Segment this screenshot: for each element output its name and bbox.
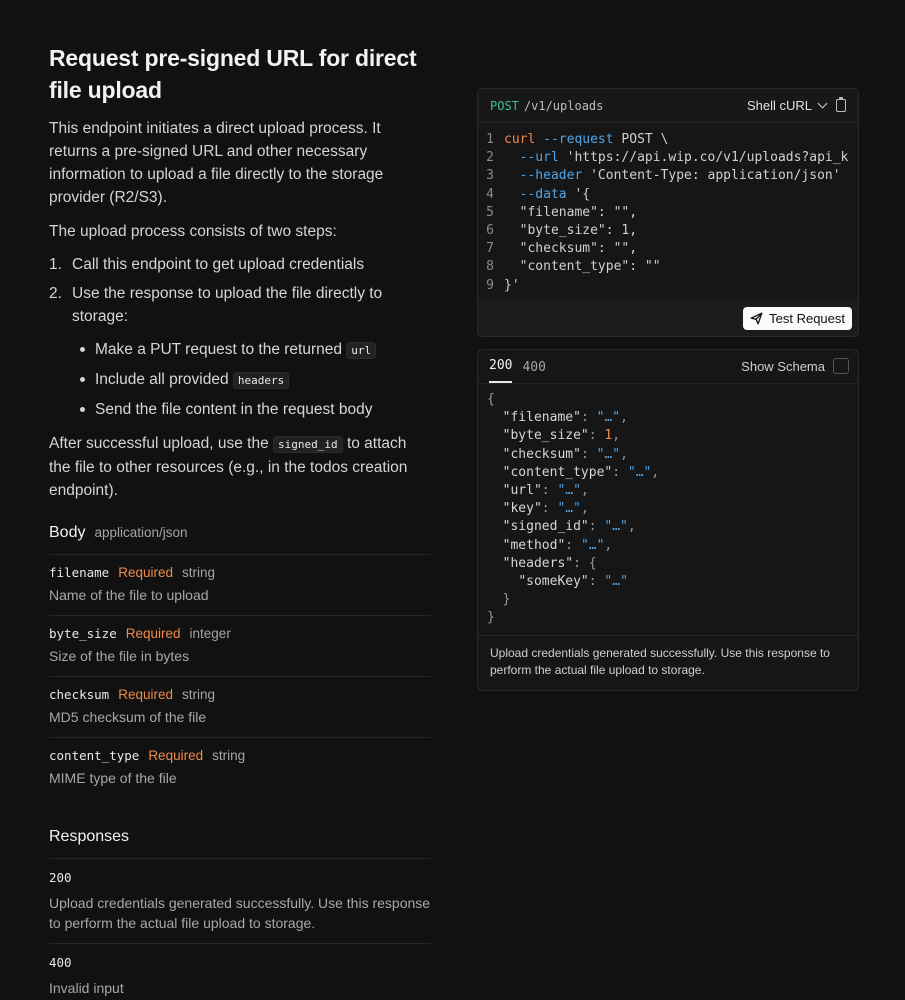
line-number: 2 bbox=[486, 150, 494, 166]
line-number: 3 bbox=[486, 168, 494, 184]
code-line: 3 --header 'Content-Type: application/json' bbox=[478, 167, 858, 185]
json-line: "method" : "…" , bbox=[502, 537, 613, 553]
required-badge: Required bbox=[125, 626, 181, 641]
required-badge: Required bbox=[118, 565, 174, 580]
field-type: string bbox=[182, 565, 216, 580]
bullet bbox=[80, 377, 85, 382]
test-request-label: Test Request bbox=[769, 310, 845, 326]
required-badge: Required bbox=[148, 748, 204, 763]
steps-intro: The upload process consists of two steps: bbox=[49, 223, 337, 240]
json-line: "url" : "…" , bbox=[502, 483, 589, 499]
chevron-down-icon bbox=[818, 99, 828, 109]
code-line: 7 "checksum": "", bbox=[478, 240, 858, 258]
code-line: 6 "byte_size": 1, bbox=[478, 222, 858, 240]
line-number: 7 bbox=[486, 241, 494, 257]
field-description: Name of the file to upload bbox=[49, 587, 209, 603]
request-example-panel bbox=[477, 88, 859, 337]
response-row bbox=[49, 858, 431, 943]
response-example-panel bbox=[477, 349, 859, 691]
response-tabs bbox=[478, 350, 858, 384]
step-number: 1. bbox=[49, 256, 62, 273]
field-type: string bbox=[212, 748, 246, 763]
step-text: Call this endpoint to get upload credentials bbox=[72, 256, 365, 273]
response-code: 200 bbox=[49, 870, 72, 885]
after-upload-text bbox=[49, 432, 431, 502]
field-type: string bbox=[182, 687, 216, 702]
step-number: 2. bbox=[49, 285, 62, 302]
response-note: Upload credentials generated successfully. Use this response to perform the actual file upload to storage. bbox=[478, 635, 858, 690]
steps-list bbox=[49, 253, 431, 421]
field-description: Size of the file in bytes bbox=[49, 648, 190, 664]
field-description: MIME type of the file bbox=[49, 770, 177, 786]
line-number: 6 bbox=[486, 223, 494, 239]
test-request-button[interactable] bbox=[743, 307, 852, 330]
field-name: content_type bbox=[49, 748, 140, 763]
bullet bbox=[80, 407, 85, 412]
response-row bbox=[49, 943, 431, 1000]
list-item bbox=[72, 338, 431, 362]
response-description: Invalid input bbox=[49, 980, 124, 996]
inline-code: headers bbox=[233, 372, 289, 389]
code-line: 4 --data '{ bbox=[478, 186, 858, 204]
code-line: 5 "filename": "", bbox=[478, 204, 858, 222]
code-line: 1 curl --request POST \ bbox=[478, 131, 858, 149]
language-selector[interactable] bbox=[747, 98, 826, 113]
json-line: "filename" : "…" , bbox=[502, 410, 628, 426]
json-line: "content_type" : "…" , bbox=[502, 464, 660, 480]
field-row bbox=[49, 737, 431, 798]
inline-code: url bbox=[346, 342, 376, 359]
response-code: 400 bbox=[49, 955, 72, 970]
substep-text: Include all provided bbox=[95, 371, 233, 388]
after-suffix: to attach the file to other resources (e.g., in the todos creation endpoint). bbox=[49, 435, 408, 499]
field-row bbox=[49, 615, 431, 676]
response-json bbox=[478, 384, 858, 636]
substep-text: Make a PUT request to the returned bbox=[95, 341, 347, 358]
tab-400[interactable]: 400 bbox=[522, 360, 546, 375]
field-description: MD5 checksum of the file bbox=[49, 709, 207, 725]
substep-text: Send the file content in the request body bbox=[95, 401, 373, 418]
list-item bbox=[49, 282, 431, 421]
send-icon bbox=[750, 312, 763, 325]
body-label: Body bbox=[49, 524, 86, 541]
json-line: "checksum" : "…" , bbox=[502, 446, 628, 462]
json-line: "key" : "…" , bbox=[502, 501, 589, 517]
body-section-header bbox=[49, 524, 431, 542]
intro-text: This endpoint initiates a direct upload process. It returns a pre-signed URL and other necessary information to upload a file directly to the storage provider (R2/S3). bbox=[49, 120, 384, 206]
body-fields bbox=[49, 554, 431, 798]
line-number: 8 bbox=[486, 259, 494, 275]
endpoint-path: /v1/uploads bbox=[523, 98, 604, 113]
code-line: 9 }' bbox=[478, 277, 858, 295]
field-row bbox=[49, 554, 431, 615]
responses-list bbox=[49, 858, 431, 1000]
list-item bbox=[72, 368, 431, 392]
inline-code: signed_id bbox=[273, 436, 343, 453]
json-line: { bbox=[487, 392, 495, 407]
after-prefix: After successful upload, use the bbox=[49, 435, 274, 452]
line-number: 4 bbox=[486, 186, 494, 202]
json-line: "someKey" : "…" bbox=[518, 574, 628, 590]
json-line: "byte_size" : 1 , bbox=[502, 428, 621, 444]
field-name: byte_size bbox=[49, 626, 117, 641]
request-code bbox=[478, 123, 858, 301]
json-line: } bbox=[487, 610, 495, 626]
field-name: checksum bbox=[49, 687, 110, 702]
http-method: POST bbox=[490, 98, 519, 113]
endpoint-docs bbox=[49, 42, 431, 1000]
bullet bbox=[80, 347, 85, 352]
language-label: Shell cURL bbox=[746, 98, 812, 113]
field-row bbox=[49, 676, 431, 737]
list-item bbox=[49, 253, 431, 276]
step-text: Use the response to upload the file directly to storage: bbox=[72, 285, 383, 325]
line-number: 5 bbox=[486, 204, 494, 220]
show-schema-checkbox[interactable] bbox=[833, 358, 849, 374]
show-schema-toggle[interactable] bbox=[741, 358, 849, 374]
request-header bbox=[478, 89, 858, 123]
required-badge: Required bbox=[118, 687, 174, 702]
list-item bbox=[72, 398, 431, 421]
response-description: Upload credentials generated successfully. Use this response to perform the actual file upload to storage. bbox=[49, 895, 431, 931]
json-line: "signed_id" : "…" , bbox=[502, 519, 636, 535]
line-number: 9 bbox=[486, 277, 494, 293]
field-type: integer bbox=[189, 626, 231, 641]
show-schema-label: Show Schema bbox=[741, 358, 825, 374]
code-line: 8 "content_type": "" bbox=[478, 258, 858, 276]
tab-200[interactable]: 200 bbox=[489, 358, 512, 383]
clipboard-icon[interactable] bbox=[836, 99, 846, 112]
substeps-list bbox=[72, 338, 431, 421]
request-footer bbox=[478, 300, 858, 336]
code-line: 2 --url 'https://api.wip.co/v1/uploads?api_k bbox=[478, 149, 858, 167]
json-line: } bbox=[487, 592, 511, 608]
line-number: 1 bbox=[486, 132, 494, 147]
responses-heading: Responses bbox=[49, 828, 130, 845]
json-line: "headers" : { bbox=[502, 555, 597, 571]
body-content-type: application/json bbox=[94, 525, 188, 540]
field-name: filename bbox=[49, 565, 110, 580]
page-title: Request pre-signed URL for direct file upload bbox=[49, 45, 417, 103]
